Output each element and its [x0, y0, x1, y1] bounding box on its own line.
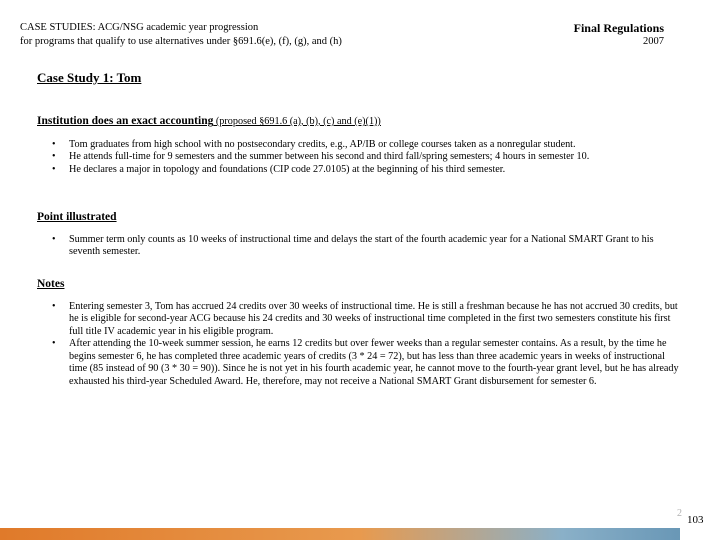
header-title-line2: for programs that qualify to use alternatives under §691.6(e), (f), (g), and (h): [20, 36, 342, 47]
list-item: • After attending the 10-week summer session, he earns 12 credits but over fewer weeks than a regular semester contains. As a result, by the time he begins semester 6, he has completed three academic years of credits (3 * 24 = 72), but has less than three academic years in weeks of instructional time (85 instead of 90 (3 * 30 = 90)). Since he is not yet in his fourth academic year, he cannot move to the fourth-year grant level, but he has already exhausted his third-year Scheduled Award. He, therefore, may not receive a National SMART Grant disbursement for semester 6.: [37, 338, 681, 388]
footer-page-box: [680, 526, 720, 540]
list-item: • Tom graduates from high school with no postsecondary credits, e.g., AP/IB or college courses taken as a nonregular student.: [37, 139, 681, 152]
page-number: 103: [687, 514, 704, 526]
notes-section: [37, 278, 687, 388]
point-section: [37, 211, 687, 259]
list-item: • Entering semester 3, Tom has accrued 24 credits over 30 weeks of instructional time. He is still a freshman because he has not accrued 30 credits, but he is eligible for second-year ACG because his 24 credits and 30 weeks of instructional time completed in the first two semesters constitute his first full title IV academic year in his eligible program.: [37, 301, 681, 339]
point-heading: Point illustrated: [37, 211, 117, 223]
point-bullet-list: [37, 234, 687, 259]
institution-heading-suffix: (proposed §691.6 (a), (b), (c) and (e)(1)): [213, 116, 381, 127]
institution-heading-text: Institution does an exact accounting: [37, 115, 214, 127]
notes-bullet-list: [37, 301, 687, 389]
slide-number: 2: [677, 508, 682, 519]
list-item: • He declares a major in topology and foundations (CIP code 27.0105) at the beginning of his third semester.: [37, 164, 681, 177]
institution-section: [37, 115, 687, 176]
header-right: [574, 21, 664, 49]
header-regulations-label: Final Regulations: [573, 21, 664, 35]
footer-gradient-bar: [0, 528, 720, 540]
list-item: • He attends full-time for 9 semesters and the summer between his second and third fall/spring semesters; 4 hours in semester 10.: [37, 151, 681, 164]
institution-heading: [37, 115, 687, 129]
list-item: • Summer term only counts as 10 weeks of instructional time and delays the start of the fourth academic year for a National SMART Grant to his seventh semester.: [37, 234, 681, 259]
header-title-line1: CASE STUDIES: ACG/NSG academic year progression: [20, 22, 259, 33]
notes-heading: Notes: [37, 278, 65, 290]
header-year: 2007: [643, 36, 664, 47]
header-left: [20, 21, 342, 49]
institution-bullet-list: [37, 139, 687, 177]
case-study-title: Case Study 1: Tom: [37, 70, 142, 85]
